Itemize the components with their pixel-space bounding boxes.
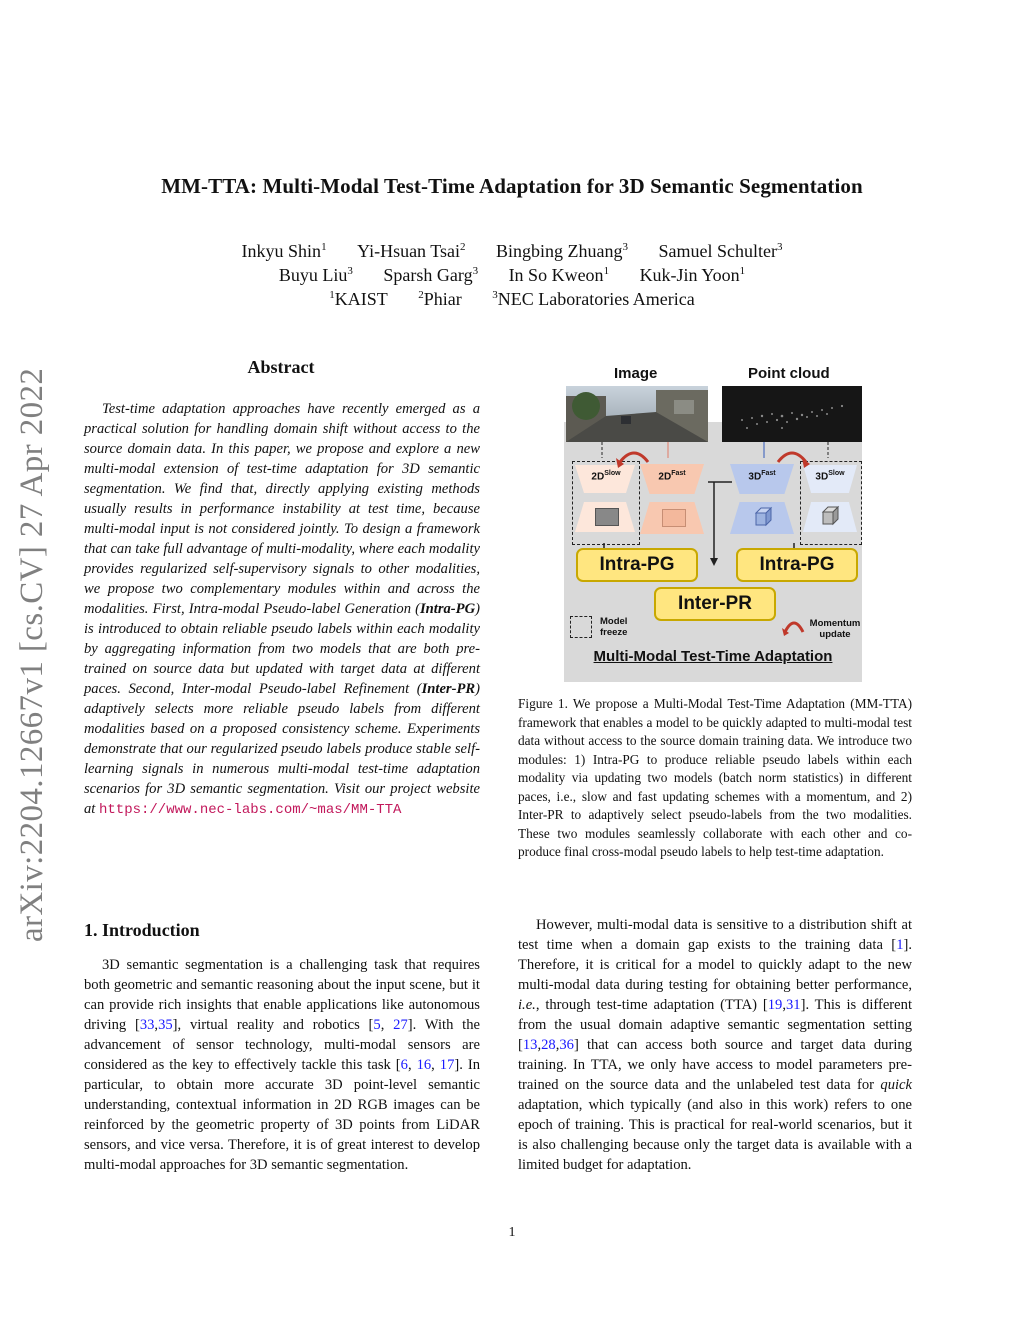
- citation-link[interactable]: 1: [896, 937, 904, 953]
- page-number: 1: [508, 1225, 516, 1240]
- figure-label-image: Image: [614, 365, 658, 382]
- diagram-title: Multi-Modal Test-Time Adaptation: [593, 648, 833, 665]
- citation-link[interactable]: 13: [522, 1037, 538, 1053]
- model-2d-fast-label: $2D^{Fast}$: [658, 470, 686, 483]
- affiliation: $^1$KAIST: [329, 289, 388, 309]
- affiliation: $^3$NEC Laboratories America: [492, 289, 695, 309]
- intra-pg-right-box: Intra-PG: [736, 548, 858, 582]
- author: Inkyu Shin$^1$: [241, 241, 327, 261]
- inter-pr-box: Inter-PR: [654, 587, 776, 621]
- point-cloud-thumbnail: [722, 386, 862, 442]
- citation-link[interactable]: 16: [416, 1057, 432, 1073]
- author: Sparsh Garg$^3$: [383, 265, 479, 285]
- citation-link[interactable]: 36: [559, 1037, 574, 1053]
- momentum-legend-arrow-icon: [782, 616, 806, 636]
- figure-caption: Figure 1. We propose a Multi-Modal Test-Time Adaptation (MM-TTA) framework that enables a model to be quickly adapted to multi-modal test data without access to the source domain training data. We introduce two modules: 1) Intra-PG to produce reliable pseudo labels within each modality via updating two models (batch norm statistics) in different paces, i.e., slow and fast updating schemes with a momentum, and 2) Inter-PR to adaptively select pseudo-labels from the two modalities. These two modules seamlessly collaborate with each other and co-produce final cross-modal pseudo labels to help test-time adaptation.: [518, 696, 912, 859]
- author: Kuk-Jin Yoon$^1$: [639, 265, 746, 285]
- citation-link[interactable]: 17: [439, 1057, 455, 1073]
- abstract-body: Test-time adaptation approaches have recently emerged as a practical solution for handling domain shift without access to the source domain data. In this paper, we propose and explore a new multi-modal extension of test-time adaptation for 3D semantic segmentation. We find that, directly applying existing methods usually results in performance instability at test time, because multi-modal input is not considered jointly. To design a framework that can take full advantage of multi-modality, where each modality provides regularized self-supervisory signals to other modalities, we propose two complementary modules within and across the modalities. First, Intra-modal Pseudo-label Generation (Intra-PG) is introduced to obtain reliable pseudo labels within each modality by aggregating information from two models that are both pre-trained on source data but updated with target data at different paces. Second, Inter-modal Pseudo-label Refinement (Inter-PR) adaptively selects more reliable pseudo labels from different modalities based on a proposed consistency scheme. Experiments demonstrate that our regularized pseudo labels produce stable self-learning signals in numerous multi-modal test-time adaptation scenarios for 3D semantic segmentation. Visit our project website at https://www.nec-labs.com/~mas/MM-TTA: [84, 401, 480, 818]
- model-label: $2D^{Slow}$: [591, 470, 621, 483]
- citation-link[interactable]: 33: [139, 1017, 155, 1033]
- freeze-legend-swatch: [570, 616, 592, 638]
- author: Bingbing Zhuang$^3$: [495, 241, 628, 261]
- intro-left-column: 3D semantic segmentation is a challenging task that requires both geometric and semantic reasoning about the input scene, but it can provide rich insights that enable applications like autonomous driving [33,35], virtual reality and robotics [5, 27]. With the advancement of sensor technology, multi-modal sensors are considered as the key to effectively tackle this task [6, 16, 17]. In particular, to obtain more accurate 3D point-level semantic understanding, contextual information in 2D RGB images can be reinforced by the geometric property of 3D points from LiDAR sensors, and vice versa. Therefore, it is of great interest to develop multi-modal approaches for 3D semantic segmentation.: [84, 957, 480, 1173]
- intra-pg-left-box: Intra-PG: [576, 548, 698, 582]
- author: Samuel Schulter$^3$: [658, 241, 783, 261]
- figure-label-pointcloud: Point cloud: [748, 365, 830, 382]
- section-heading-introduction: 1. Introduction: [84, 920, 200, 940]
- authors-line-2: [0, 265, 1024, 286]
- legend-model-freeze: Model freeze: [600, 616, 628, 638]
- citation-link[interactable]: 28: [541, 1037, 556, 1053]
- legend-momentum-update: Momentum update: [809, 618, 861, 640]
- project-url-link[interactable]: https://www.nec-labs.com/~mas/MM-TTA: [99, 802, 402, 818]
- figure-1: [564, 360, 862, 682]
- citation-link[interactable]: 19: [767, 997, 783, 1013]
- model-3d-fast-label: $3D^{Fast}$: [748, 470, 776, 483]
- arxiv-stamp: arXiv:2204.12667v1 [cs.CV] 27 Apr 2022: [14, 367, 50, 942]
- citation-link[interactable]: 31: [785, 997, 801, 1013]
- paper-title: MM-TTA: Multi-Modal Test-Time Adaptation for 3D Semantic Segmentation: [161, 174, 863, 198]
- affiliations: [0, 289, 1024, 310]
- author: In So Kweon$^1$: [508, 265, 610, 285]
- abstract-heading: Abstract: [247, 357, 315, 377]
- citation-link[interactable]: 35: [158, 1017, 173, 1033]
- citation-link[interactable]: 6: [400, 1057, 408, 1073]
- authors-line-1: [0, 241, 1024, 262]
- citation-link[interactable]: 5: [373, 1017, 381, 1033]
- intro-right-column: However, multi-modal data is sensitive to a distribution shift at test time when a domain gap exists to the training data [1]. Therefore, it is critical for a model to quickly adapt to the new multi-modal data during testing for obtaining better performance, i.e., through test-time adaptation (TTA) [19,31]. This is different from the usual domain adaptive semantic segmentation setting [13,28,36] that can access both source and target data during training. In TTA, we only have access to model parameters pre-trained on the source data and the unlabeled test data for quick adaptation, which typically (and also in this work) refers to one epoch of training. This is practical for real-world scenarios, but it is also challenging because only the target data is available with a limited budget for adaptation.: [518, 917, 913, 1173]
- affiliation: $^2$Phiar: [418, 289, 462, 309]
- citation-link[interactable]: 27: [393, 1017, 408, 1033]
- street-image-thumbnail: [566, 386, 708, 442]
- author: Buyu Liu$^3$: [278, 265, 353, 285]
- author: Yi-Hsuan Tsai$^2$: [357, 241, 466, 261]
- model-label: $3D^{Slow}$: [815, 470, 845, 483]
